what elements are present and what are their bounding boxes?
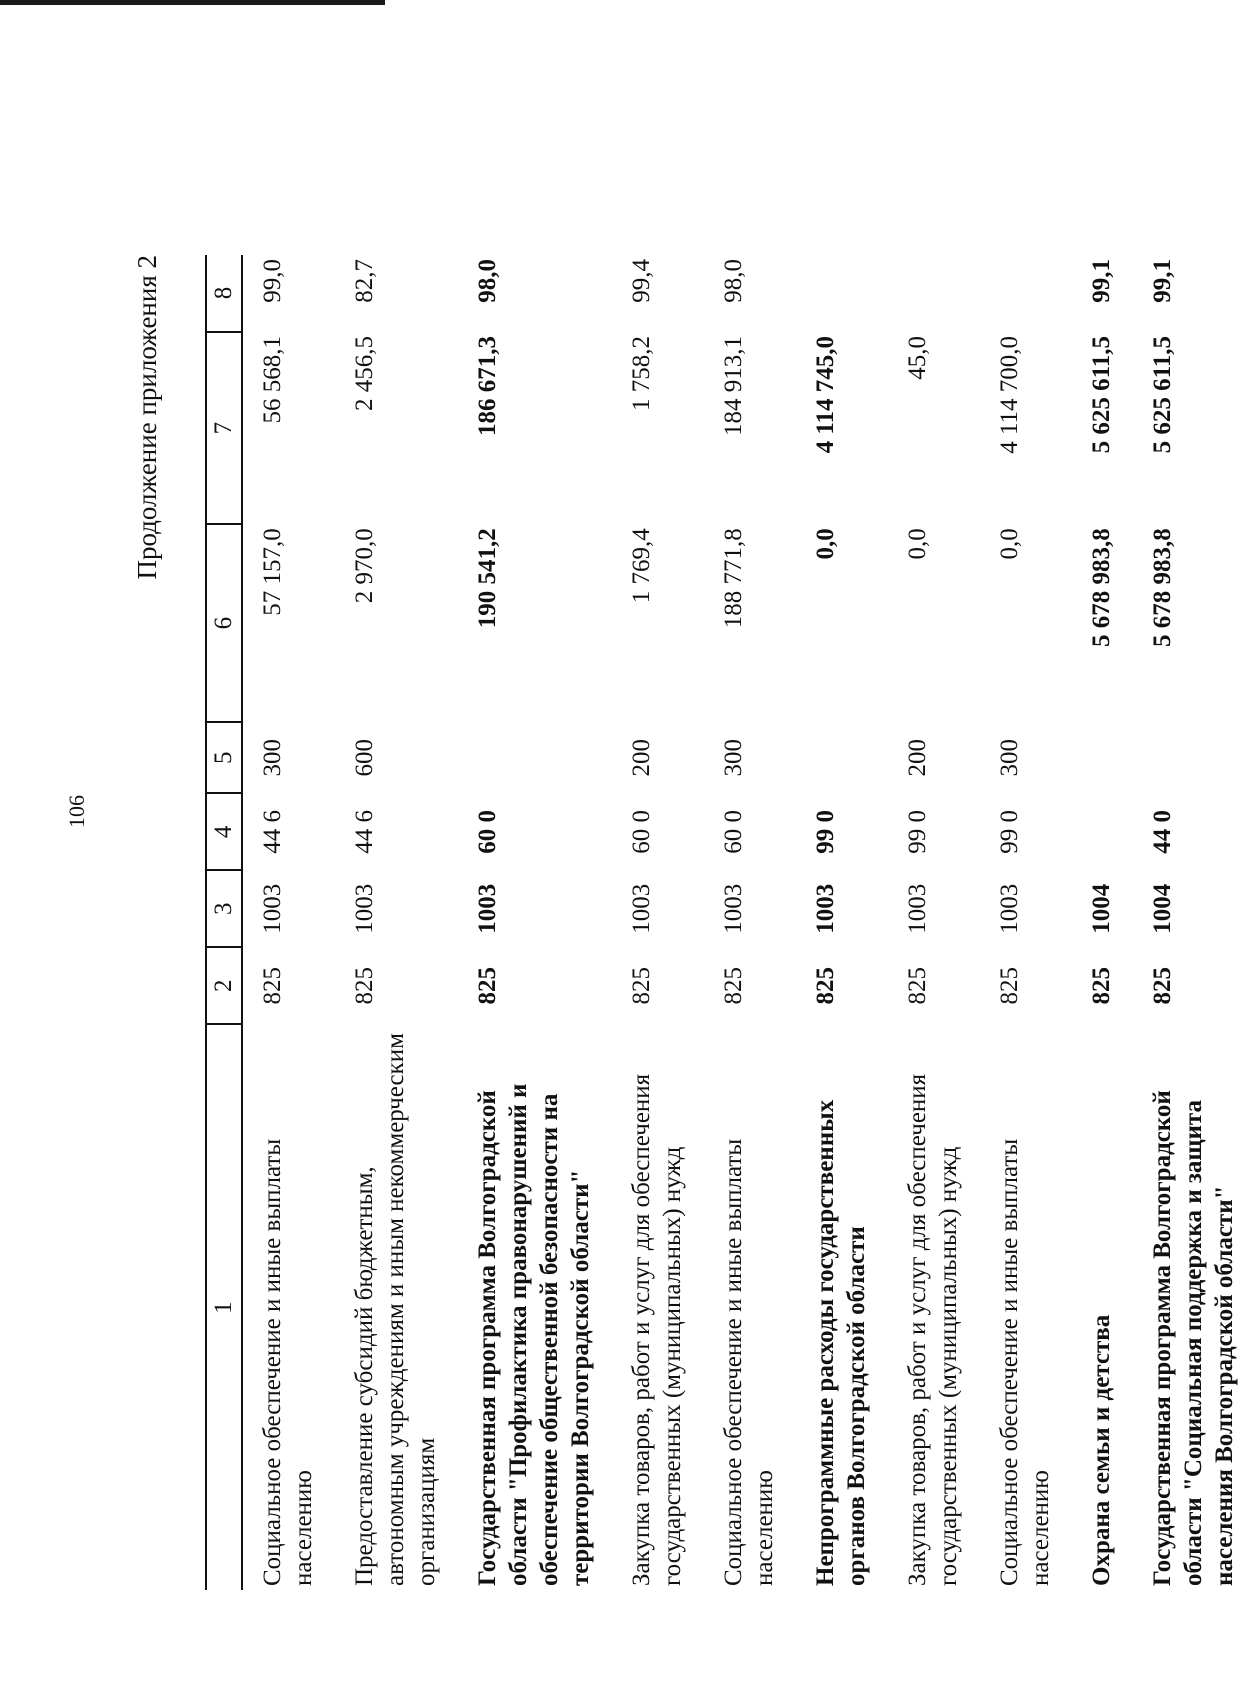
expense-type-cell: 200: [904, 738, 931, 777]
execution-percent-cell: 99,4: [628, 259, 655, 303]
target-item-cell: [1072, 793, 1133, 870]
ministry-code-cell: 825: [812, 966, 839, 1005]
executed-amount-cell: 5 625 611,5: [1149, 335, 1176, 454]
target-item-cell: 44 0: [1149, 810, 1176, 854]
approved-amount-cell: 1 769,4: [628, 528, 655, 604]
executed-amount-cell: 1 758,2: [628, 335, 655, 411]
target-item-cell: 60 0: [474, 810, 501, 854]
column-header: 4: [206, 793, 242, 870]
ministry-code-cell: 825: [720, 966, 747, 1005]
executed-amount-cell: 56 568,1: [259, 335, 286, 424]
execution-percent-cell: [888, 255, 980, 332]
executed-amount-cell: 186 671,3: [474, 335, 501, 436]
expense-name-cell: Государственная программа Волгоградской области "Профилактика правонарушений и обеспечение общественной безопасности на территории Волгоградской области": [474, 1083, 594, 1586]
execution-percent-cell: 98,0: [474, 259, 501, 303]
table-row: [458, 255, 612, 1590]
executed-amount-cell: 5 625 611,5: [1088, 335, 1115, 454]
ministry-code-cell: 825: [1088, 966, 1115, 1005]
approved-amount-cell: 0,0: [996, 528, 1023, 560]
rotated-page-content: [120, 100, 1238, 1590]
table-row: [888, 255, 980, 1590]
execution-percent-cell: 99,1: [1149, 259, 1176, 303]
target-item-cell: 60 0: [628, 810, 655, 854]
table-row: [612, 255, 704, 1590]
expense-name-cell: Охрана семьи и детства: [1088, 1314, 1115, 1586]
executed-amount-cell: 45,0: [904, 335, 931, 380]
table-row: [980, 255, 1072, 1590]
section-code-cell: 1003: [904, 883, 931, 934]
section-code-cell: 1003: [351, 883, 378, 934]
approved-amount-cell: 5 678 983,8: [1088, 528, 1115, 647]
ministry-code-cell: 825: [1149, 966, 1176, 1005]
section-code-cell: 1004: [1088, 883, 1115, 934]
expense-name-cell: Закупка товаров, работ и услуг для обеспечения государственных (муниципальных) нужд: [628, 1073, 686, 1586]
section-code-cell: 1003: [720, 883, 747, 934]
executed-amount-cell: 2 456,5: [351, 335, 378, 411]
section-code-cell: 1003: [628, 883, 655, 934]
executed-amount-cell: 4 114 700,0: [996, 335, 1023, 454]
target-item-cell: 99 0: [996, 810, 1023, 854]
expense-type-cell: [1072, 722, 1133, 793]
top-edge-rule: [0, 0, 385, 5]
approved-amount-cell: 2 970,0: [351, 528, 378, 604]
target-item-cell: 44 6: [259, 810, 286, 854]
ministry-code-cell: 825: [474, 966, 501, 1005]
execution-percent-cell: 82,7: [351, 259, 378, 303]
expense-type-cell: 200: [628, 738, 655, 777]
expense-name-cell: Предоставление субсидий бюджетным, автономным учреждениям и иным некоммерческим организациям: [351, 1033, 440, 1586]
ministry-code-cell: 825: [996, 966, 1023, 1005]
page-number: 106: [64, 795, 89, 828]
expense-name-cell: Закупка товаров, работ и услуг для обеспечения государственных (муниципальных) нужд: [904, 1073, 962, 1586]
expense-type-cell: 300: [996, 738, 1023, 777]
executed-amount-cell: 184 913,1: [720, 335, 747, 436]
target-item-cell: 60 0: [720, 810, 747, 854]
expense-name-cell: Социальное обеспечение и иные выплаты населению: [259, 1138, 317, 1586]
section-code-cell: 1003: [996, 883, 1023, 934]
approved-amount-cell: 190 541,2: [474, 528, 501, 629]
column-header: 6: [206, 524, 242, 722]
expense-type-cell: 600: [351, 738, 378, 777]
section-code-cell: 1003: [259, 883, 286, 934]
column-header: 3: [206, 870, 242, 947]
target-item-cell: 99 0: [904, 810, 931, 854]
column-header: 5: [206, 722, 242, 793]
column-header: 8: [206, 255, 242, 332]
column-header: 7: [206, 332, 242, 524]
target-item-cell: 99 0: [812, 810, 839, 854]
section-code-cell: 1003: [474, 883, 501, 934]
table-row: [242, 255, 335, 1590]
approved-amount-cell: 188 771,8: [720, 528, 747, 629]
continuation-note: Продолжение приложения 2: [132, 255, 162, 580]
target-item-cell: 44 6: [351, 810, 378, 854]
expense-type-cell: [796, 722, 888, 793]
expense-type-cell: [1133, 722, 1256, 793]
table-body: [242, 255, 1256, 1590]
expense-name-cell: Социальное обеспечение и иные выплаты населению: [996, 1138, 1054, 1586]
table-row: [704, 255, 796, 1590]
expense-type-cell: 300: [720, 738, 747, 777]
table-row: [335, 255, 458, 1590]
expense-type-cell: 300: [259, 738, 286, 777]
column-header: 2: [206, 947, 242, 1024]
expense-type-cell: [458, 722, 612, 793]
expense-name-cell: Социальное обеспечение и иные выплаты населению: [720, 1138, 778, 1586]
approved-amount-cell: 0,0: [904, 528, 931, 560]
ministry-code-cell: 825: [628, 966, 655, 1005]
column-header: 1: [206, 1024, 242, 1590]
approved-amount-cell: 57 157,0: [259, 528, 286, 616]
section-code-cell: 1003: [812, 883, 839, 934]
appendix-table: [205, 255, 1256, 1590]
execution-percent-cell: 99,0: [259, 259, 286, 303]
expense-name-cell: Непрограммные расходы государственных органов Волгоградской области: [812, 1099, 870, 1586]
ministry-code-cell: 825: [351, 966, 378, 1005]
approved-amount-cell: 0,0: [812, 528, 839, 560]
table-header-row: [206, 255, 242, 1590]
table-row: [796, 255, 888, 1590]
table-row: [1133, 255, 1256, 1590]
executed-amount-cell: 4 114 745,0: [812, 335, 839, 454]
execution-percent-cell: [796, 255, 888, 332]
execution-percent-cell: [980, 255, 1072, 332]
table-row: [1072, 255, 1133, 1590]
expense-name-cell: Государственная программа Волгоградской области "Социальная поддержка и защита населения Волгоградской области": [1149, 1090, 1238, 1586]
execution-percent-cell: 99,1: [1088, 259, 1115, 303]
approved-amount-cell: 5 678 983,8: [1149, 528, 1176, 647]
ministry-code-cell: 825: [259, 966, 286, 1005]
execution-percent-cell: 98,0: [720, 259, 747, 303]
ministry-code-cell: 825: [904, 966, 931, 1005]
section-code-cell: 1004: [1149, 883, 1176, 934]
